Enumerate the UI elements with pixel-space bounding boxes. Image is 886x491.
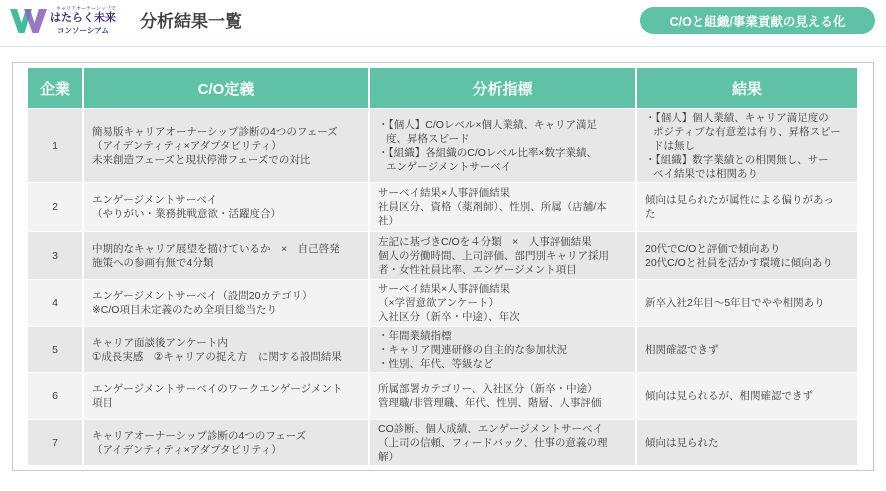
- definition-cell: [84, 232, 368, 279]
- definition-line: ※C/O項目未定義のため全項目総当たり: [92, 304, 277, 316]
- definition-line: 項目: [92, 397, 113, 409]
- metrics-line: CO診断、個人成績、エンゲージメントサーベイ: [378, 422, 604, 435]
- table-row: [28, 280, 857, 326]
- logo-tagline: キャリアオーナーシップで: [56, 6, 116, 12]
- metrics-line: 解）: [378, 450, 399, 463]
- logo-subtitle: コンソーシアム: [57, 26, 109, 35]
- company-number-cell: 3: [28, 232, 82, 279]
- metrics-line: サーベイ結果×人事評価結果: [378, 283, 511, 295]
- company-number-cell: 4: [28, 280, 82, 326]
- page-title: 分析結果一覧: [140, 12, 242, 31]
- header-company: 企業: [28, 68, 82, 108]
- definition-line: エンゲージメントサーベイ: [92, 194, 218, 206]
- section-badge: C/Oと組織/事業貢献の見える化: [640, 7, 875, 34]
- table-row: [28, 232, 857, 279]
- company-number-cell: 2: [28, 183, 82, 231]
- table-row: [28, 109, 857, 182]
- result-line: 新卒入社2年目～5年目でやや相関あり: [645, 297, 825, 309]
- definition-line: キャリアオーナーシップ診断の4つのフェーズ: [92, 429, 307, 442]
- header-metrics: 分析指標: [370, 68, 635, 108]
- metrics-cell: [370, 183, 635, 231]
- result-cell: [637, 183, 857, 231]
- definition-cell: [84, 327, 368, 372]
- metrics-line: ・【個人】C/Oレベル×個人業績、キャリア満足: [378, 118, 598, 131]
- definition-line: 簡易版キャリアオーナーシップ診断の4つのフェーズ: [92, 125, 338, 138]
- metrics-line: （×学習意欲アンケート）: [378, 297, 500, 309]
- metrics-line: ・性別、年代、等級など: [378, 357, 494, 370]
- metrics-cell: [370, 109, 635, 182]
- result-line: ・【個人】個人業績、キャリア満足度の: [645, 111, 829, 124]
- definition-cell: [84, 373, 368, 419]
- result-cell: [637, 232, 857, 279]
- metrics-line: 左記に基づきC/Oを４分類 × 人事評価結果: [378, 235, 592, 248]
- definition-line: 施策への参画有無で4分類: [92, 256, 214, 269]
- result-line: 傾向は見られたが属性による偏りがあっ: [645, 194, 834, 206]
- definition-cell: [84, 420, 368, 465]
- result-line: 傾向は見られるが、相関確認できず: [645, 390, 813, 402]
- metrics-line: 入社区分（新卒・中途）、年次: [378, 311, 520, 323]
- company-number-cell: 7: [28, 420, 82, 465]
- metrics-line: ・【組織】各組織のC/Oレベル比率×数字業績、: [378, 146, 598, 159]
- metrics-line: （上司の信頼、フィードバック、仕事の意義の理: [378, 436, 608, 449]
- metrics-line: 社）: [378, 215, 399, 227]
- company-number-cell: 5: [28, 327, 82, 372]
- metrics-cell: [370, 373, 635, 419]
- definition-cell: [84, 109, 368, 182]
- metrics-cell: [370, 280, 635, 326]
- metrics-line: 個人の労働時間、上司評価、部門別キャリア採用: [378, 249, 609, 262]
- table-row: [28, 420, 857, 465]
- metrics-line: ・年間業績指標: [378, 329, 452, 342]
- result-line: 20代でC/Oと評価で傾向あり: [645, 242, 781, 255]
- header-row: [28, 68, 857, 108]
- logo-name: はたらく未来: [50, 12, 116, 24]
- definition-line: ①成長実感 ②キャリアの捉え方 に関する設問結果: [92, 350, 342, 363]
- definition-line: エンゲージメントサーベイ（設問20カテゴリ）: [92, 290, 313, 302]
- results-table-body: [28, 109, 857, 465]
- definition-cell: [84, 280, 368, 326]
- result-line: ・【組織】数字業績との相関無し、サー: [645, 153, 829, 166]
- metrics-line: 度、昇格スピード: [386, 132, 470, 145]
- definition-line: 未来創造フェーズと現状停滞フェーズでの対比: [92, 153, 311, 166]
- results-table: [26, 67, 859, 466]
- definition-line: 中期的なキャリア展望を描けているか × 自己啓発: [92, 242, 340, 255]
- metrics-cell: [370, 327, 635, 372]
- metrics-line: 者・女性社員比率、エンゲージメント項目: [378, 263, 577, 276]
- result-cell: [637, 280, 857, 326]
- definition-line: エンゲージメントサーベイのワークエンゲージメント: [92, 383, 343, 395]
- definition-cell: [84, 183, 368, 231]
- table-row: [28, 373, 857, 419]
- metrics-line: 所属部署カテゴリー、入社区分（新卒・中途）: [378, 383, 598, 395]
- result-line: 相関確認できず: [645, 343, 719, 356]
- result-line: ドは無し: [653, 139, 695, 152]
- metrics-line: 管理職/非管理職、年代、性別、階層、人事評価: [378, 397, 602, 409]
- company-number-cell: 1: [28, 109, 82, 182]
- result-cell: [637, 109, 857, 182]
- result-cell: [637, 327, 857, 372]
- metrics-line: サーベイ結果×人事評価結果: [378, 187, 511, 199]
- metrics-line: ・キャリア関連研修の自主的な参加状況: [378, 343, 567, 356]
- result-cell: [637, 420, 857, 465]
- metrics-line: 社員区分、資格（薬剤師）、性別、所属（店舗/本: [378, 201, 607, 213]
- definition-line: キャリア面談後アンケート内: [92, 336, 228, 349]
- table-row: [28, 183, 857, 231]
- w-logo-icon: [10, 8, 48, 34]
- header-definition: C/O定義: [84, 68, 368, 108]
- table-header: [28, 68, 857, 108]
- definition-line: （アイデンティティ×アダプタビリティ）: [92, 139, 282, 152]
- table-row: [28, 327, 857, 372]
- company-number-cell: 6: [28, 373, 82, 419]
- result-line: 傾向は見られた: [645, 436, 719, 449]
- result-cell: [637, 373, 857, 419]
- metrics-cell: [370, 232, 635, 279]
- metrics-line: エンゲージメントサーベイ: [386, 160, 512, 173]
- definition-line: （やりがい・業務挑戦意欲・活躍度合）: [92, 208, 281, 220]
- metrics-cell: [370, 420, 635, 465]
- result-line: ポジティブな有意差は有り、昇格スピー: [653, 125, 841, 138]
- definition-line: （アイデンティティ×アダプタビリティ）: [92, 443, 282, 456]
- header-divider: [0, 46, 886, 47]
- result-line: 20代C/Oと社員を活かす環境に傾向あり: [645, 256, 833, 269]
- result-line: た: [645, 208, 656, 220]
- header-result: 結果: [637, 68, 857, 108]
- result-line: ベイ結果では相関あり: [653, 167, 758, 180]
